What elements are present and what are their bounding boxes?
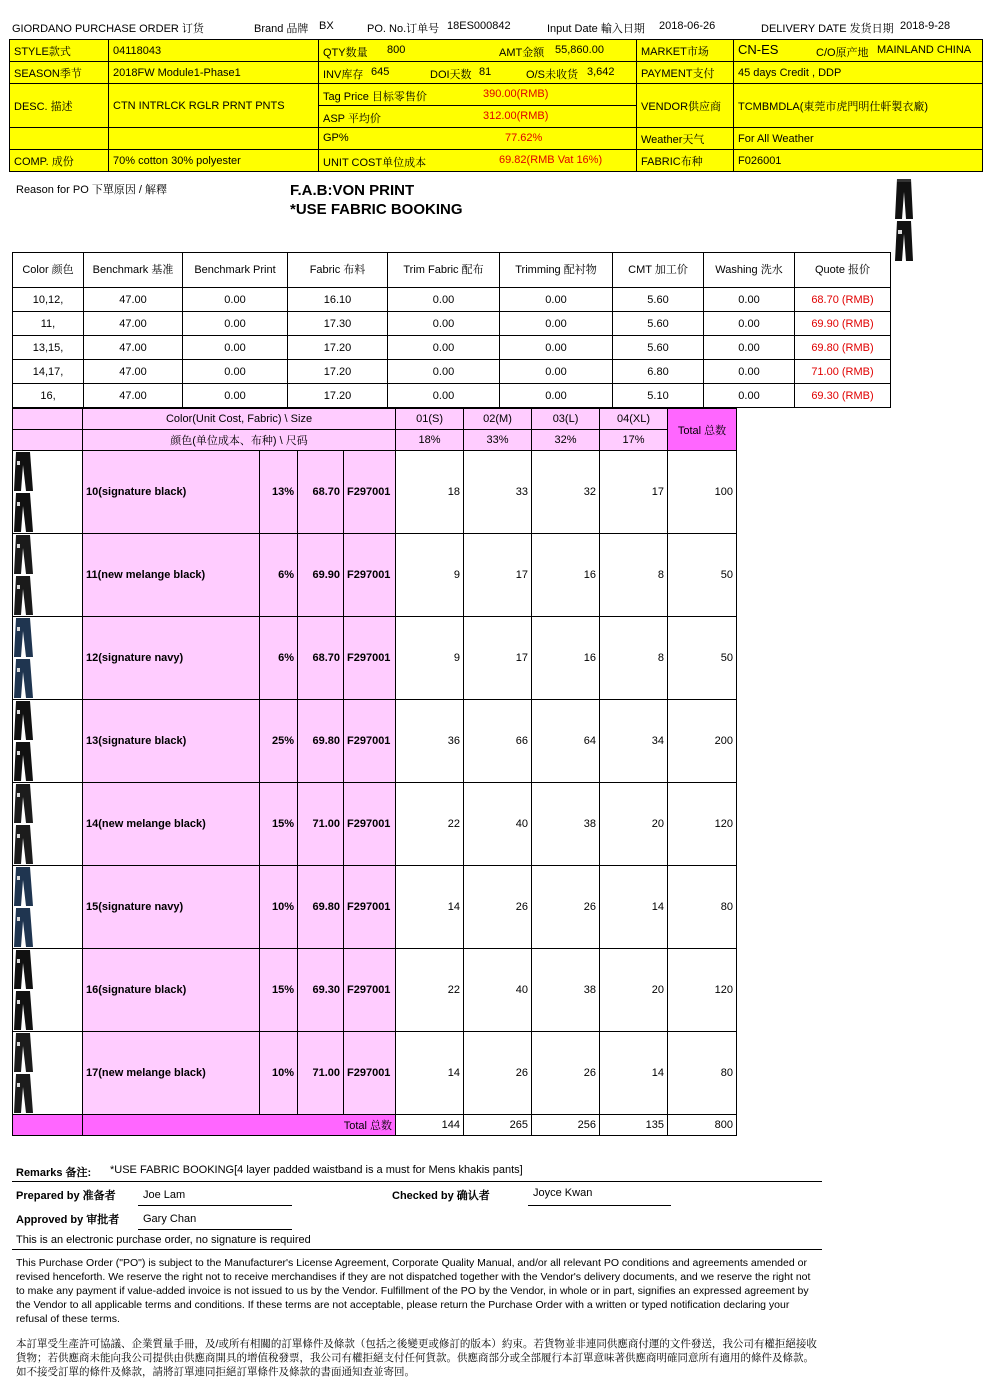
unit-cost: 71.00 xyxy=(298,783,344,866)
fabric-value: F026001 xyxy=(734,150,983,172)
cost-cell: 16.10 xyxy=(288,288,388,312)
size-qty: 20 xyxy=(600,783,668,866)
os-label: O/S未收货 xyxy=(526,69,578,81)
size-pct: 33% xyxy=(464,430,532,451)
size-table-body xyxy=(13,451,737,1115)
size-qty: 9 xyxy=(396,534,464,617)
unit-cost: 69.80 xyxy=(298,700,344,783)
cost-cell: 5.10 xyxy=(613,384,704,408)
cost-cell: 47.00 xyxy=(84,288,183,312)
vendor-label: VENDOR供应商 xyxy=(637,84,734,128)
cost-cell: 5.60 xyxy=(613,312,704,336)
pants-icon xyxy=(13,866,83,948)
color-pct: 10% xyxy=(260,1032,298,1115)
fabric-code: F297001 xyxy=(344,700,396,783)
size-qty: 26 xyxy=(464,1032,532,1115)
po-number: 18ES000842 xyxy=(447,20,511,32)
size-table-title: Color(Unit Cost, Fabric) \ Size xyxy=(83,409,396,430)
cost-cell: 17.20 xyxy=(288,360,388,384)
size-header: 01(S) xyxy=(396,409,464,430)
cost-cell: 13,15, xyxy=(13,336,84,360)
cost-cell: 0.00 xyxy=(500,336,613,360)
po-title: GIORDANO PURCHASE ORDER 订货 xyxy=(12,23,204,35)
size-qty: 38 xyxy=(532,783,600,866)
size-qty: 14 xyxy=(396,866,464,949)
color-pct: 13% xyxy=(260,451,298,534)
column-header: CMT 加工价 xyxy=(613,253,704,288)
payment-value: 45 days Credit , DDP xyxy=(734,62,983,84)
color-row xyxy=(13,700,737,783)
inv-label: INV库存 xyxy=(323,69,364,81)
prepared-label: Prepared by 准备者 xyxy=(16,1190,116,1202)
grand-total-row xyxy=(13,1115,737,1136)
color-pct: 15% xyxy=(260,783,298,866)
reason-text xyxy=(290,181,463,219)
column-header: Benchmark Print xyxy=(183,253,288,288)
quote-cell: 71.00 (RMB) xyxy=(795,360,891,384)
unit-cost: 68.70 xyxy=(298,451,344,534)
row-total: 80 xyxy=(668,1032,737,1115)
column-header: Color 颜色 xyxy=(13,253,84,288)
cost-cell: 47.00 xyxy=(84,336,183,360)
pants-image-cell xyxy=(13,534,83,617)
gp-value: 77.62% xyxy=(505,132,543,144)
color-row xyxy=(13,1032,737,1115)
po-info-grid xyxy=(9,39,983,172)
size-qty: 36 xyxy=(396,700,464,783)
electronic-notice: This is an electronic purchase order, no signature is required xyxy=(16,1234,311,1246)
cost-cell: 0.00 xyxy=(388,360,500,384)
size-qty: 17 xyxy=(600,451,668,534)
cost-cell: 17.30 xyxy=(288,312,388,336)
cost-cell: 0.00 xyxy=(704,288,795,312)
grand-total-label: Total 总数 xyxy=(83,1115,396,1136)
size-qty: 8 xyxy=(600,534,668,617)
market-co-cell xyxy=(734,40,983,62)
comp-value: 70% cotton 30% polyester xyxy=(109,150,319,172)
grand-total-cell: 144 xyxy=(396,1115,464,1136)
color-pct: 25% xyxy=(260,700,298,783)
cost-cell: 0.00 xyxy=(183,312,288,336)
cost-cell: 0.00 xyxy=(704,384,795,408)
quote-cell: 69.80 (RMB) xyxy=(795,336,891,360)
size-qty: 64 xyxy=(532,700,600,783)
brand-value: BX xyxy=(319,20,334,32)
color-row xyxy=(13,949,737,1032)
empty-cell xyxy=(13,430,83,451)
row-total: 120 xyxy=(668,783,737,866)
tag-price-value: 390.00(RMB) xyxy=(483,88,549,100)
tag-price-label: Tag Price 目标零售价 xyxy=(323,91,427,103)
signature-line xyxy=(528,1205,671,1206)
doi-value: 81 xyxy=(479,66,492,78)
pants-image-cell xyxy=(13,1032,83,1115)
desc-value: CTN INTRLCK RGLR PRNT PNTS xyxy=(109,84,319,128)
divider xyxy=(12,1181,822,1182)
cost-cell: 0.00 xyxy=(183,336,288,360)
cost-cell: 0.00 xyxy=(704,336,795,360)
delivery-date-label: DELIVERY DATE 发货日期 xyxy=(761,23,894,35)
size-pct: 18% xyxy=(396,430,464,451)
size-qty: 16 xyxy=(532,617,600,700)
cost-cell: 47.00 xyxy=(84,312,183,336)
row-total: 120 xyxy=(668,949,737,1032)
cost-row xyxy=(13,360,891,384)
color-name: 10(signature black) xyxy=(83,451,260,534)
qty-label: QTY数量 xyxy=(323,47,368,59)
pants-icon xyxy=(13,949,83,1031)
payment-label: PAYMENT支付 xyxy=(637,62,734,84)
cost-cell: 0.00 xyxy=(388,384,500,408)
cost-header-row xyxy=(13,253,891,288)
cost-cell: 0.00 xyxy=(183,288,288,312)
size-qty: 17 xyxy=(464,534,532,617)
cost-cell: 0.00 xyxy=(388,336,500,360)
color-pct: 6% xyxy=(260,617,298,700)
total-header: Total 总数 xyxy=(668,409,737,451)
remarks-label: Remarks 备注: xyxy=(16,1167,92,1179)
checked-by: Joyce Kwan xyxy=(533,1187,593,1199)
reason-line-2: *USE FABRIC BOOKING xyxy=(290,201,463,218)
size-qty: 26 xyxy=(464,866,532,949)
os-value: 3,642 xyxy=(587,66,615,78)
size-qty: 66 xyxy=(464,700,532,783)
empty-cell xyxy=(109,128,319,150)
cost-breakdown-table xyxy=(12,252,891,408)
season-value: 2018FW Module1-Phase1 xyxy=(109,62,319,84)
pants-image-cell xyxy=(13,949,83,1032)
terms-chinese: 本訂單受生產許可協議、企業質量手冊，及/或所有相關的訂單條件及條款（包括之後變更或修訂的版本）約束。若貨物並非連同供應商付運的文件發送，我公司有權拒絕接收貨物；若供應商未能向我公司提供由供應商開具的增值稅發票，我公司有權拒絕支付任何貨款。供應商部分或全部履行本訂單意味著供應商明確同意所有適用的條件及條款。如不接受訂單的條件及條款，請將訂單連同拒絕訂單條件及條款的書面通知查並寄回。 xyxy=(16,1338,817,1378)
delivery-date: 2018-9-28 xyxy=(900,20,951,32)
checked-label: Checked by 确认者 xyxy=(392,1190,490,1202)
color-name: 16(signature black) xyxy=(83,949,260,1032)
cost-cell: 0.00 xyxy=(704,360,795,384)
gp-cell xyxy=(319,128,637,150)
color-name: 14(new melange black) xyxy=(83,783,260,866)
size-qty: 40 xyxy=(464,783,532,866)
amt-value: 55,860.00 xyxy=(555,44,604,56)
input-date-label: Input Date 輸入日期 xyxy=(547,23,645,35)
size-header: 04(XL) xyxy=(600,409,668,430)
color-name: 15(signature navy) xyxy=(83,866,260,949)
cost-row xyxy=(13,384,891,408)
size-qty: 9 xyxy=(396,617,464,700)
size-header: 02(M) xyxy=(464,409,532,430)
inv-value: 645 xyxy=(371,66,390,78)
product-thumbnail-back xyxy=(893,220,915,262)
pants-icon xyxy=(13,534,83,616)
color-pct: 10% xyxy=(260,866,298,949)
size-qty: 26 xyxy=(532,1032,600,1115)
cost-table-body xyxy=(13,288,891,408)
size-qty: 22 xyxy=(396,949,464,1032)
column-header: Washing 洗水 xyxy=(704,253,795,288)
cost-cell: 0.00 xyxy=(500,288,613,312)
tag-price-cell xyxy=(319,84,637,106)
product-thumbnail-front xyxy=(893,178,915,220)
quote-cell: 69.30 (RMB) xyxy=(795,384,891,408)
row-total: 80 xyxy=(668,866,737,949)
pants-icon xyxy=(13,783,83,865)
color-name: 17(new melange black) xyxy=(83,1032,260,1115)
cost-cell: 16, xyxy=(13,384,84,408)
size-qty: 18 xyxy=(396,451,464,534)
signature-line xyxy=(138,1205,292,1206)
approved-by: Gary Chan xyxy=(143,1213,197,1225)
color-row xyxy=(13,617,737,700)
pants-image-cell xyxy=(13,617,83,700)
unit-cost: 68.70 xyxy=(298,617,344,700)
vendor-value: TCMBMDLA(東莞市虎門明仕軒製衣廠) xyxy=(734,84,983,128)
fabric-code: F297001 xyxy=(344,617,396,700)
quote-cell: 68.70 (RMB) xyxy=(795,288,891,312)
pants-icon xyxy=(13,1032,83,1114)
unit-cost-value: 69.82(RMB Vat 16%) xyxy=(499,154,603,166)
size-pct-row xyxy=(13,430,737,451)
size-qty: 14 xyxy=(396,1032,464,1115)
size-qty: 38 xyxy=(532,949,600,1032)
size-qty: 14 xyxy=(600,1032,668,1115)
doi-label: DOI天数 xyxy=(430,69,472,81)
cost-cell: 0.00 xyxy=(388,288,500,312)
size-qty: 33 xyxy=(464,451,532,534)
desc-label: DESC. 描述 xyxy=(10,84,109,128)
cost-cell: 0.00 xyxy=(500,384,613,408)
comp-label: COMP. 成份 xyxy=(10,150,109,172)
cost-cell: 47.00 xyxy=(84,360,183,384)
fabric-code: F297001 xyxy=(344,949,396,1032)
unit-cost: 69.80 xyxy=(298,866,344,949)
co-value: MAINLAND CHINA xyxy=(877,44,972,56)
color-name: 12(signature navy) xyxy=(83,617,260,700)
market-value: CN-ES xyxy=(738,42,779,57)
unit-cost: 69.90 xyxy=(298,534,344,617)
asp-label: ASP 平均价 xyxy=(323,113,381,125)
season-label: SEASON季节 xyxy=(10,62,109,84)
cost-row xyxy=(13,336,891,360)
size-qty: 32 xyxy=(532,451,600,534)
size-qty: 20 xyxy=(600,949,668,1032)
unit-cost: 69.30 xyxy=(298,949,344,1032)
unit-cost-cell xyxy=(319,150,637,172)
grand-total-cell: 265 xyxy=(464,1115,532,1136)
row-total: 200 xyxy=(668,700,737,783)
grand-total-cell: 135 xyxy=(600,1115,668,1136)
cost-row xyxy=(13,312,891,336)
co-label: C/O原产地 xyxy=(816,47,869,59)
style-value: 04118043 xyxy=(109,40,319,62)
brand-label: Brand 品牌 xyxy=(254,23,309,35)
pants-image-cell xyxy=(13,451,83,534)
amt-label: AMT金额 xyxy=(499,47,545,59)
cost-cell: 11, xyxy=(13,312,84,336)
size-qty: 17 xyxy=(464,617,532,700)
remarks-text: *USE FABRIC BOOKING[4 layer padded waistband is a must for Mens khakis pants] xyxy=(110,1164,523,1176)
row-total: 50 xyxy=(668,534,737,617)
grand-total-cell: 256 xyxy=(532,1115,600,1136)
fabric-label: FABRIC布种 xyxy=(637,150,734,172)
size-qty: 14 xyxy=(600,866,668,949)
unit-cost-label: UNIT COST单位成本 xyxy=(323,157,427,169)
po-label: PO. No.订单号 xyxy=(367,23,440,35)
cost-cell: 0.00 xyxy=(500,360,613,384)
pants-image-cell xyxy=(13,866,83,949)
divider xyxy=(12,1249,822,1250)
size-table-title-zh: 颜色(单位成本、布种) \ 尺码 xyxy=(83,430,396,451)
fabric-code: F297001 xyxy=(344,783,396,866)
cost-cell: 10,12, xyxy=(13,288,84,312)
reason-label: Reason for PO 下單原因 / 解釋 xyxy=(16,184,167,196)
fabric-code: F297001 xyxy=(344,534,396,617)
cost-cell: 0.00 xyxy=(388,312,500,336)
size-pct: 17% xyxy=(600,430,668,451)
size-breakdown-table xyxy=(12,408,737,1136)
grand-total-cell: 800 xyxy=(668,1115,737,1136)
color-row xyxy=(13,866,737,949)
cost-row xyxy=(13,288,891,312)
cost-cell: 0.00 xyxy=(704,312,795,336)
size-pct: 32% xyxy=(532,430,600,451)
row-total: 100 xyxy=(668,451,737,534)
quote-cell: 69.90 (RMB) xyxy=(795,312,891,336)
pants-icon xyxy=(13,617,83,699)
cost-cell: 14,17, xyxy=(13,360,84,384)
reason-line-1: F.A.B:VON PRINT xyxy=(290,182,415,199)
pants-image-cell xyxy=(13,700,83,783)
size-qty: 34 xyxy=(600,700,668,783)
column-header: Quote 报价 xyxy=(795,253,891,288)
color-row xyxy=(13,783,737,866)
empty-cell xyxy=(13,409,83,430)
color-pct: 6% xyxy=(260,534,298,617)
column-header: Trimming 配衬物 xyxy=(500,253,613,288)
size-header-row xyxy=(13,409,737,430)
color-name: 13(signature black) xyxy=(83,700,260,783)
size-header: 03(L) xyxy=(532,409,600,430)
row-total: 50 xyxy=(668,617,737,700)
pants-icon xyxy=(13,700,83,782)
column-header: Trim Fabric 配布 xyxy=(388,253,500,288)
fabric-code: F297001 xyxy=(344,866,396,949)
po-header xyxy=(12,18,980,36)
column-header: Benchmark 基准 xyxy=(84,253,183,288)
size-qty: 8 xyxy=(600,617,668,700)
cost-cell: 17.20 xyxy=(288,384,388,408)
color-row xyxy=(13,534,737,617)
pants-icon xyxy=(13,451,83,533)
column-header: Fabric 布料 xyxy=(288,253,388,288)
market-label: MARKET市场 xyxy=(637,40,734,62)
prepared-by: Joe Lam xyxy=(143,1189,186,1201)
fabric-code: F297001 xyxy=(344,1032,396,1115)
qty-amt-cell xyxy=(319,40,637,62)
cost-cell: 6.80 xyxy=(613,360,704,384)
size-qty: 22 xyxy=(396,783,464,866)
size-qty: 26 xyxy=(532,866,600,949)
cost-cell: 0.00 xyxy=(500,312,613,336)
cost-cell: 5.60 xyxy=(613,336,704,360)
color-name: 11(new melange black) xyxy=(83,534,260,617)
cost-cell: 17.20 xyxy=(288,336,388,360)
empty-cell xyxy=(10,128,109,150)
fabric-code: F297001 xyxy=(344,451,396,534)
asp-cell xyxy=(319,106,637,128)
size-qty: 16 xyxy=(532,534,600,617)
style-label: STYLE款式 xyxy=(10,40,109,62)
cost-cell: 0.00 xyxy=(183,384,288,408)
input-date: 2018-06-26 xyxy=(659,20,716,32)
color-row xyxy=(13,451,737,534)
cost-cell: 5.60 xyxy=(613,288,704,312)
unit-cost: 71.00 xyxy=(298,1032,344,1115)
weather-label: Weather天气 xyxy=(637,128,734,150)
size-qty: 40 xyxy=(464,949,532,1032)
weather-value: For All Weather xyxy=(734,128,983,150)
approved-label: Approved by 审批者 xyxy=(16,1214,120,1226)
inv-doi-os-cell xyxy=(319,62,637,84)
terms-english: This Purchase Order ("PO") is subject to the Manufacturer's License Agreement, Corporate Quality Manual, and/or all relevant PO conditions and agreements amended or revised henceforth. We reserve the right not to receive merchandises if they are not dispatched together with the Vendor's delivery documents, and we reserve the right not to make any payment if value-added invoice is not issued to us by the Vendor. Fulfillment of the PO by the Vendor, in whole or in part, signifies an expressed agreement by the Vendor to all applicable terms and conditions. If these terms are not acceptable, please return the Purchase Order with a written or typed notification declaring your refusal of these terms. xyxy=(16,1257,811,1325)
color-pct: 15% xyxy=(260,949,298,1032)
pants-image-cell xyxy=(13,783,83,866)
empty-cell xyxy=(13,1115,83,1136)
qty-value: 800 xyxy=(387,44,406,56)
cost-cell: 47.00 xyxy=(84,384,183,408)
asp-value: 312.00(RMB) xyxy=(483,110,549,122)
gp-label: GP% xyxy=(323,132,349,144)
signature-line xyxy=(138,1229,292,1230)
cost-cell: 0.00 xyxy=(183,360,288,384)
